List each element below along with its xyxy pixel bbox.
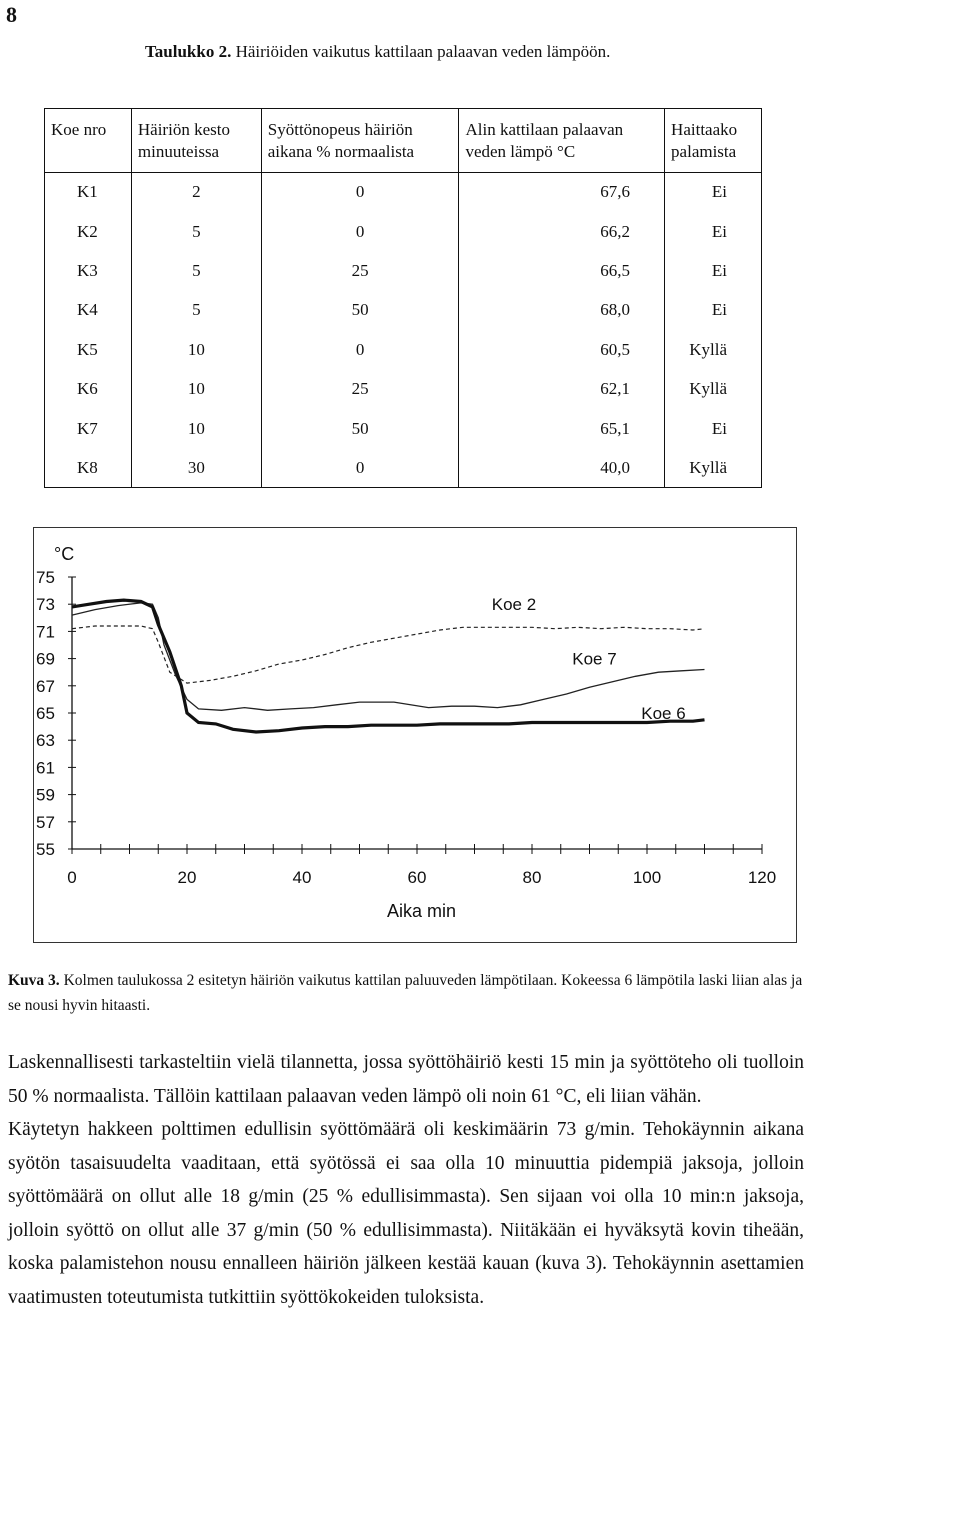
header-line: minuuteissa (137, 141, 220, 161)
series-annotation: Koe 6 (641, 704, 686, 723)
header-syottonopeus (261, 109, 459, 173)
body-text (8, 1046, 804, 1314)
x-tick-label: 20 (177, 868, 197, 887)
x-tick-label: 120 (747, 868, 777, 887)
table-header-row (45, 109, 762, 173)
cell-haitta: Kyllä (665, 448, 762, 487)
cell-lampo: 60,5 (459, 330, 665, 369)
x-tick-label: 80 (522, 868, 542, 887)
cell-syotto: 25 (261, 369, 459, 408)
cell-lampo: 66,2 (459, 212, 665, 251)
table-row (45, 291, 762, 330)
header-line: Syöttönopeus häiriön (267, 119, 413, 139)
header-line: Alin kattilaan palaavan (465, 119, 624, 139)
figure-frame (33, 527, 797, 943)
table-row (45, 173, 762, 212)
table-row (45, 409, 762, 448)
cell-lampo: 68,0 (459, 291, 665, 330)
cell-haitta: Ei (665, 212, 762, 251)
cell-koe: K1 (45, 173, 132, 212)
y-tick-label: 55 (36, 840, 55, 859)
table-caption-text: Häiriöiden vaikutus kattilaan palaavan veden lämpöön. (235, 42, 611, 61)
cell-kesto: 10 (131, 409, 261, 448)
y-tick-label: 65 (36, 704, 55, 723)
cell-haitta: Kyllä (665, 330, 762, 369)
temperature-chart (34, 528, 796, 942)
cell-koe: K6 (45, 369, 132, 408)
cell-koe: K3 (45, 251, 132, 290)
y-tick-label: 69 (36, 649, 55, 669)
cell-haitta: Ei (665, 251, 762, 290)
header-haittaako (665, 109, 762, 173)
cell-syotto: 50 (261, 291, 459, 330)
y-tick-label: 67 (36, 676, 55, 696)
cell-kesto: 2 (131, 173, 261, 212)
cell-kesto: 10 (131, 369, 261, 408)
y-tick-label: 57 (36, 812, 55, 832)
header-kesto (131, 109, 261, 173)
cell-haitta: Ei (665, 173, 762, 212)
cell-lampo: 40,0 (459, 448, 665, 487)
cell-syotto: 0 (261, 330, 459, 369)
x-tick-label: 60 (407, 868, 427, 887)
paragraph: Laskennallisesti tarkasteltiin vielä tilannetta, jossa syöttöhäiriö kesti 15 min ja syöttöteho oli tuolloin 50 % normaalista. Tällöin kattilaan palaavan veden lämpö oli noin 61 °C, eli liian vähän. (8, 1052, 804, 1107)
cell-kesto: 5 (131, 251, 261, 290)
table-caption (145, 42, 610, 62)
header-line: aikana % normaalista (267, 141, 415, 161)
y-tick-label: 59 (36, 785, 55, 805)
cell-kesto: 5 (131, 212, 261, 251)
table-row (45, 251, 762, 290)
table-row (45, 212, 762, 251)
header-alin-lampo (459, 109, 665, 173)
figure-caption-label: Kuva 3. (8, 972, 60, 989)
y-tick-label: 75 (36, 568, 55, 587)
series-annotation: Koe 7 (572, 649, 617, 669)
table-row (45, 369, 762, 408)
x-tick-label: 40 (292, 868, 312, 887)
table-row (45, 448, 762, 487)
cell-syotto: 50 (261, 409, 459, 448)
cell-koe: K8 (45, 448, 132, 487)
cell-kesto: 5 (131, 291, 261, 330)
x-tick-label: 100 (632, 868, 662, 887)
y-tick-label: 63 (36, 731, 55, 751)
y-tick-label: 71 (36, 622, 55, 642)
cell-kesto: 30 (131, 448, 261, 487)
page-number: 8 (6, 2, 17, 27)
y-tick-label: 61 (36, 758, 55, 778)
results-table (44, 108, 762, 488)
cell-syotto: 0 (261, 212, 459, 251)
cell-kesto: 10 (131, 330, 261, 369)
table-caption-label: Taulukko 2. (145, 42, 232, 61)
cell-syotto: 25 (261, 251, 459, 290)
cell-koe: K2 (45, 212, 132, 251)
cell-lampo: 62,1 (459, 369, 665, 408)
header-line: Koe nro (51, 120, 107, 139)
cell-syotto: 0 (261, 173, 459, 212)
figure-caption (8, 968, 808, 1018)
cell-haitta: Ei (665, 409, 762, 448)
header-koe-nro (45, 109, 132, 173)
figure-caption-text: Kolmen taulukossa 2 esitetyn häiriön vaikutus kattilan paluuveden lämpötilaan. Kokeessa 6 lämpötila laski liian alas ja se nousi hyvin hitaasti. (8, 972, 803, 1014)
cell-haitta: Ei (665, 291, 762, 330)
header-line: Haittaako (671, 119, 738, 139)
y-axis-label: °C (54, 544, 75, 564)
cell-koe: K7 (45, 409, 132, 448)
header-line: palamista (671, 141, 737, 161)
cell-lampo: 67,6 (459, 173, 665, 212)
y-tick-label: 73 (36, 595, 55, 615)
cell-haitta: Kyllä (665, 369, 762, 408)
header-line: Häiriön kesto (137, 119, 230, 139)
x-tick-label: 0 (67, 868, 77, 887)
table-row (45, 330, 762, 369)
cell-syotto: 0 (261, 448, 459, 487)
cell-koe: K4 (45, 291, 132, 330)
cell-koe: K5 (45, 330, 132, 369)
cell-lampo: 66,5 (459, 251, 665, 290)
cell-lampo: 65,1 (459, 409, 665, 448)
x-axis-label: Aika min (387, 901, 457, 921)
paragraph: Käytetyn hakkeen polttimen edullisin syöttömäärä oli keskimäärin 73 g/min. Tehokäynnin aikana syötön tasaisuudelta vaaditaan, että syötössä ei saa olla 10 minuuttia pidempiä jaksoja, jolloin syöttömäärä on ollut alle 18 g/min (25 % edullisimmasta). Sen sijaan voi olla 10 min:n jaksoja, jolloin syöttö on ollut alle 37 g/min (50 % edullisimmasta). Niitäkään ei hyväksytä kovin tiheään, koska palamistehon nousu ennalleen häiriön jälkeen kestää kauan (kuva 3). Tehokäynnin asettamien vaatimusten toteutumista tutkittiin syöttökokeiden tuloksista. (8, 1119, 804, 1308)
series-annotation: Koe 2 (491, 595, 537, 615)
header-line: veden lämpö °C (465, 141, 576, 161)
